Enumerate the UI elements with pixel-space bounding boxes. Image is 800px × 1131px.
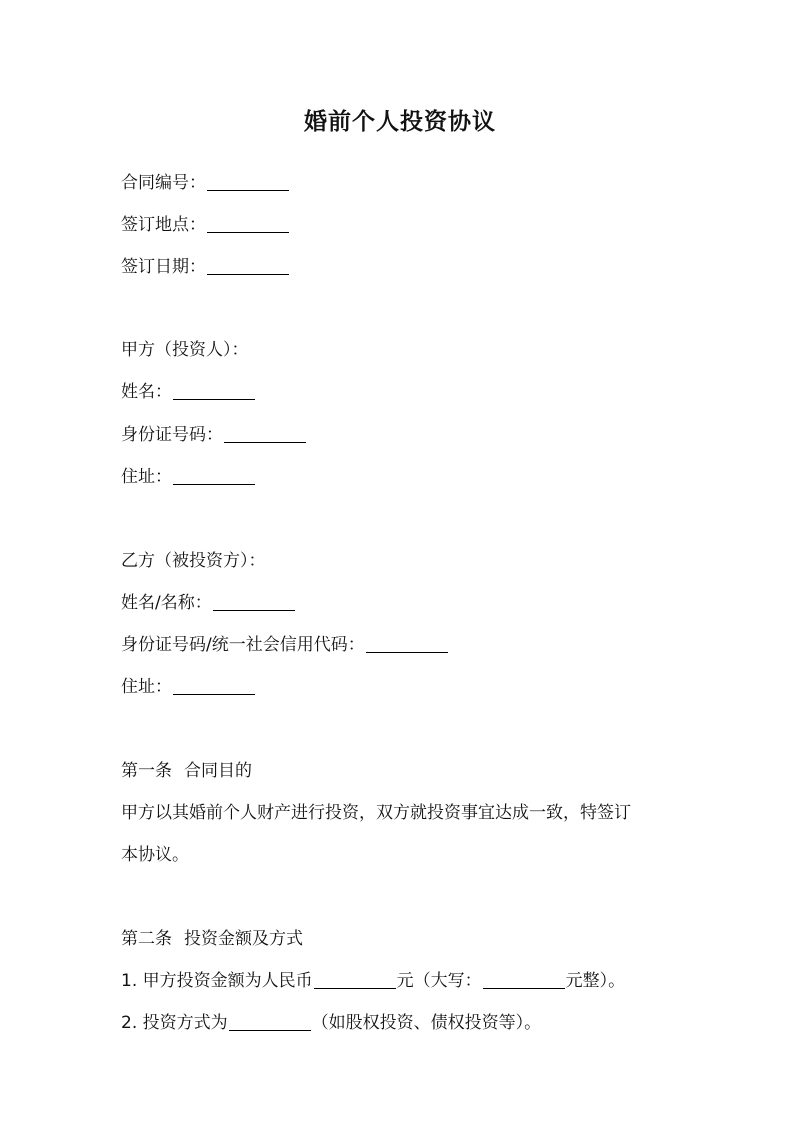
article-1-heading	[121, 760, 252, 782]
article-1-text-line-2: 本协议。	[121, 845, 189, 865]
article-2-heading	[121, 928, 303, 950]
article-1-number: 第一条	[121, 761, 172, 781]
item-1-text-b: 元（大写：	[396, 971, 482, 991]
item-2-text-b: （如股权投资、债权投资等）。	[311, 1013, 542, 1033]
party-a-address-line	[121, 466, 256, 488]
article-2-number: 第二条	[121, 929, 172, 949]
contract-number-line	[121, 172, 290, 194]
party-b-address-label: 住址：	[121, 677, 172, 697]
sign-date-line	[121, 256, 290, 278]
item-1-number: 1.	[121, 971, 138, 991]
party-a-name-blank[interactable]	[173, 381, 255, 400]
party-b-name-label: 姓名/名称：	[121, 593, 212, 613]
sign-place-line	[121, 214, 290, 236]
item-1-text-a: 甲方投资金额为人民币	[142, 971, 313, 991]
article-1-text-line-1: 甲方以其婚前个人财产进行投资，双方就投资事宜达成一致，特签订	[121, 803, 631, 823]
article-2-title: 投资金额及方式	[184, 929, 303, 949]
article-1-title: 合同目的	[184, 761, 252, 781]
sign-date-blank[interactable]	[207, 256, 289, 275]
investment-method-blank[interactable]	[229, 1012, 311, 1031]
party-b-id-label: 身份证号码/统一社会信用代码：	[121, 635, 365, 655]
party-b-address-line	[121, 676, 256, 698]
item-2-number: 2.	[121, 1013, 138, 1033]
item-2-text-a: 投资方式为	[142, 1013, 228, 1033]
article-2-item-1	[121, 970, 625, 992]
party-b-name-blank[interactable]	[213, 592, 295, 611]
party-a-address-label: 住址：	[121, 467, 172, 487]
party-a-address-blank[interactable]	[173, 466, 255, 485]
party-b-id-line	[121, 634, 449, 656]
party-a-id-line	[121, 424, 307, 446]
party-a-name-label: 姓名：	[121, 382, 172, 402]
investment-amount-blank[interactable]	[314, 970, 396, 989]
investment-amount-words-blank[interactable]	[483, 970, 565, 989]
party-a-id-blank[interactable]	[224, 424, 306, 443]
contract-number-label: 合同编号：	[121, 173, 206, 193]
document-title: 婚前个人投资协议	[304, 108, 496, 135]
sign-place-label: 签订地点：	[121, 215, 206, 235]
party-b-heading: 乙方（被投资方）：	[121, 551, 266, 571]
item-1-text-c: 元整）。	[565, 971, 626, 991]
sign-place-blank[interactable]	[207, 214, 289, 233]
article-2-item-2	[121, 1012, 541, 1034]
contract-number-blank[interactable]	[207, 172, 289, 191]
party-b-name-line	[121, 592, 296, 614]
party-a-id-label: 身份证号码：	[121, 425, 223, 445]
party-b-id-blank[interactable]	[366, 634, 448, 653]
party-b-address-blank[interactable]	[173, 676, 255, 695]
party-a-name-line	[121, 381, 256, 403]
party-a-heading: 甲方（投资人）：	[121, 340, 249, 360]
sign-date-label: 签订日期：	[121, 257, 206, 277]
